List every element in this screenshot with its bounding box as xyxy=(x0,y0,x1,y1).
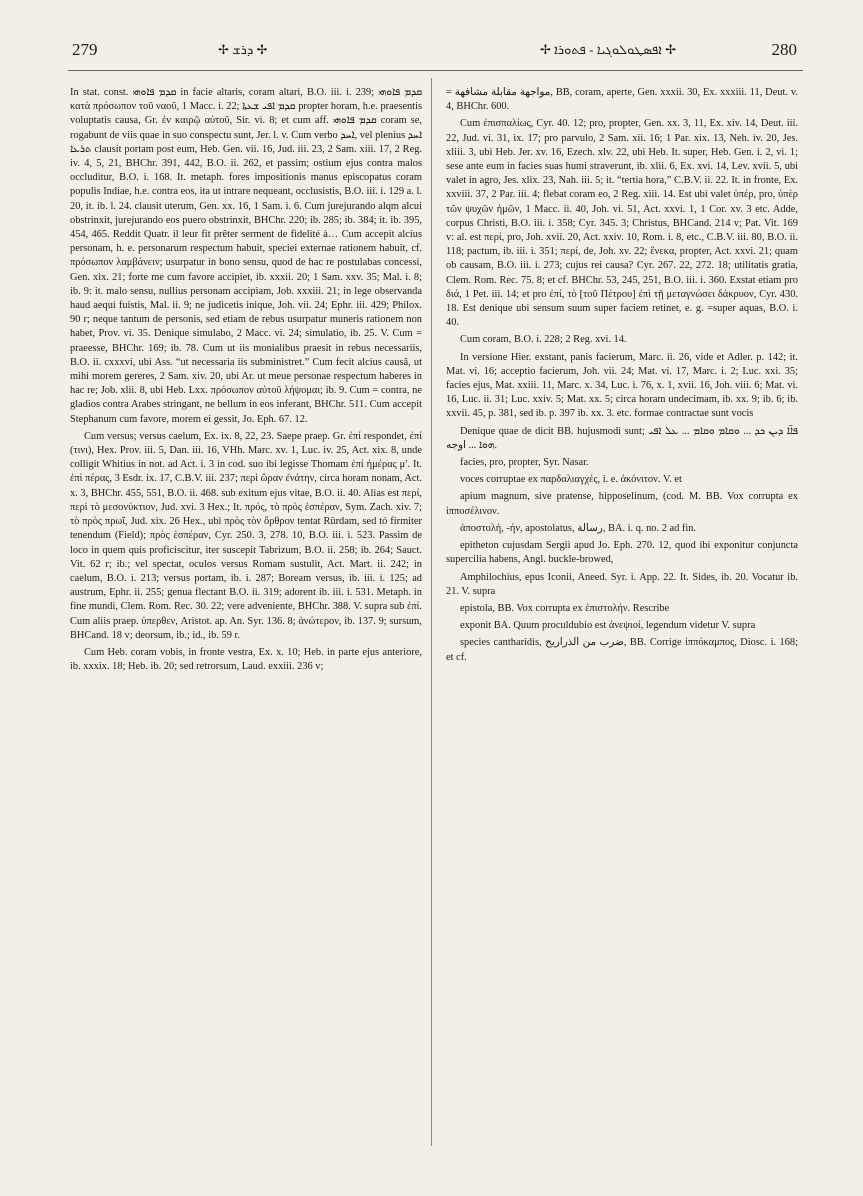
running-head-right: ✢ ܐܦܣܛܘܠܘܓܝܐ - ܦܬܘܪܐ ✢ xyxy=(540,42,676,57)
page-number-left: 279 xyxy=(72,40,98,59)
entry-paragraph: facies, pro, propter, Syr. Nasar. xyxy=(460,457,589,469)
entry-paragraph: In versione Hier. exstant, panis facierum, Marc. ii. 26, vide et Adler. p. 142; it. Mat. vi. 16; acceptio facierum, Joh. vii. 24; Mat. vi. 17, Marc. i. 2; Luc. xxi. 35; facies ejus, Mat. xxiii. 11, Marc. x. 34, Luc. i. 76, x. 1, xvii. 16, Joh. viii. 6; Mat. vi. 16, Luc. ii. 31; Luc. xxiv. 5; Mat. xx. 5; circa horam undecimam, ib. xx. 9; ib. 6; ib. xxvii. 45, p. 381, sed ib. p. 397 ib. xx. 3. etc. formae contractae sunt vocis xyxy=(446,351,798,420)
entry-paragraph: = مواجهة مقابلة مشافهة, BB, coram, aperte, Gen. xxxii. 30, Ex. xxxiii. 11, Deut. v. 4, BHChr. 600. xyxy=(446,87,798,113)
right-column xyxy=(446,86,798,668)
entry-paragraph: epitheton cujusdam Sergii apud Jo. Eph. 270. 12, quod ibi exponitur conjuncta supercilia habens, Angl. buckle-browed, xyxy=(446,540,798,566)
entry-paragraph: species cantharidis, ضرب من الذراريح, BB. Corrige ἱππόκαμπος, Diosc. i. 168; et cf. xyxy=(446,637,798,663)
entry-paragraph: apium magnum, sive pratense, hipposelinum, (cod. M. BB. Vox corrupta ex ἱπποσέλινον. xyxy=(446,491,798,517)
entry-paragraph: voces corruptae ex παρδαλιαγχές, i. e. ἀκόνιτον. V. et xyxy=(460,474,682,486)
entry-paragraph: Cum Heb. coram vobis, in fronte vestra, Ex. x. 10; Heb. in parte ejus anteriore, ib. xxxix. 18; Heb. ib. 20; sed retrorsum, Laud. exxiii. 236 v; xyxy=(70,646,422,673)
page-header xyxy=(0,36,863,66)
entry-paragraph: epistola, BB. Vox corrupta ex ἐπιστολήν. Rescribe xyxy=(460,602,670,614)
entry-paragraph: Amphilochius, epus Iconii, Aneed. Syr. i. App. 22. It. Sides, ib. 20. Vocatur ib. 21. V. supra xyxy=(446,571,798,597)
page-number-right: 280 xyxy=(771,40,797,59)
entry-paragraph: Cum coram, B.O. i. 228; 2 Reg. xvi. 14. xyxy=(460,334,627,346)
left-column xyxy=(70,86,422,677)
running-head-left: ✢ ܕܪܫ ✢ xyxy=(218,42,268,57)
column-divider xyxy=(431,78,432,1146)
entry-paragraph: In stat. const. ܩܕܡ ܦܐܘܗܝ in facie altaris, coram altari, B.O. iii. i. 239; ܩܕܡ ܦܐܘܗܝ κατὰ πρόσωπον τοῦ ναοῦ, 1 Macc. i. 22; ܩܕܡ ܐܦܝ ܫܥܬܐ propter horam, h.e. praesentis voluptatis causa, Gr. ἐν καιρῷ αὐτοῦ, Sir. vi. 8; et cum aff. ܩܕܡ ܦܐܘܗܝ coram se, rogabunt de viis quae in suo conspectu sunt, Jer. l. v. Cum verbo ܐܚܕ, vel plenius ܐܚܕ ܬܪܥܐ clausit portam post eum, Heb. Gen. vii. 16, Jud. iii. 23, 2 Sam. xiii. 17, 2 Reg. iv. 4, 5, 21, BHChr. 391, 442, B.O. ii. 262, et passim; ostium ejus contra malos occluditur, B.O. i. 168. It. metaph. fores impositionis manus episcopatus coram populis Indiae, h.e. contra eos, ita ut intrare nequeant, occlusistis, B.O. iii. i. 129 a. l. 20, it. ib. l. 24. clausit uterum, Gen. xx. 16, 1 Sam. i. 6. Cum jurejurando alqm alcui obstrinxit, jurejurando eos puero obstrinxit, BHChr. 220; ib. 285; ib. 384; it. ib. 395, 454, 465. Reddit Quatr. il leur fit prêter serment de fidelité à… Cum accepit alcius personam, h. e. personarum respectum habuit, speciei externae rationem habuit, cf. πρόσωπον λαμβάνειν; usurpatur in bono sensu, quod de hac re postulabas concessi, Gen. xix. 21; forte me cum favore accipiet, ib. xxxii. 20; 1 Sam. xxv. 35; Mal. i. 8; ib. 9: it. malo sensu, nullius personam accipiam, Job. xxxiii. 21; in lege observanda haud aequi fuistis, Mal. ii. 9; ne judicetis inique, Joh. vii. 24; Ephr. iii. 429; Philox. 90 r; neque tantum de personis, sed etiam de rebus usurpatur muneris rationem non habet, Prov. vi. 35. Denique simulabo, 2 Macc. vi. 24; simulatio, ib. 25. V. Cum = praeesse, BHChr. 169; ib. 78. Cum ut iis monialibus praesit in rebus necessariis, B.O. ii. cxxxvi, ubi Ass. “ut necessaria iis subministret.” Cum fecit alcius causâ, ut mihi morem gereres, 2 Sam. xiv. 20, ubi Ar. ut meue personae respectum haberes in hac re; Job. xlii. 8, ubi Heb. Lxx. πρόσωπον αὐτοῦ λήψομαι; ib. 9. Cum = contra, ne gladios contra Arabes stringant, ne bellum in eos inferant, BHChr. 511. Cum accepit Stephanum cum favore, morem ei gessit, Jo. Eph. 67. 12. xyxy=(70,87,423,425)
header-rule xyxy=(68,70,803,71)
entry-paragraph: Denique quae de dicit BB. hujusmodi sunt; ܦܐ̈ܐ ܕܝܢ ܟܕ ... ܘܩܐܡ ܘܩܐܡ ... ܥܠ ܐܦܝ ܗܘܐ ... اوجه. xyxy=(446,425,798,451)
entry-paragraph: Cum versus; versus caelum, Ex. ix. 8, 22, 23. Saepe praep. Gr. ἐπί respondet, ἐπί (τινι), Hex. Prov. iii. 5, Dan. iii. 16, VHh. Marc. xv. 1, Luc. iv. 25, Act. xix. 8, unde colligit Whitius in not. ad Act. i. 3 in cod. suo ibi legisse Thomam ἐπί ἡμέρας μ′. It. ἐπὶ πέρας, 3 Esdr. ix. 17, C.B.V. iii. 237; περὶ ὥραν ἐνάτην, circa horam nonam, Act. x. 3, BHChr. 455, 551, B.O. ii. 468. sub exitum ejus vitae, B.O. ii. 40. Alias est περί, περὶ τὸ μεσονύκτιον, Jud. xvi. 3 Hex.; It. πρός, τὸ πρὸς ἑσπέραν, Sym. Zach. xiv. 7; τὸ πρὸς πρωΐ, Jud. xix. 26 Hex., ubi πρὸς τὸν ὄρθρον tentat Rürdam, sed tó firmiter tenendum (Field); πρὸς ἑσπέραν, Cyr. 250. 3, 278. 10, B.O. iii. i. 523. Passim de loco in quem quis proficiscitur, iter suscepit Tabrizum, B.O. ii. 258; ib. 264; Sauct. Vit. 62 r; ib.; vel spectat, oculos versus Romam sustulit, Act. Mart. ii. 242; in caelum, B.O. i. 213; versus portam, ib. i. 287; Boream versus, ib. iii. i. 125; ad austrum, Ephr. ii. 255; genua flectant B.O. ii. 319; adorent ib. iii. i. 531. Metaph. in fine mundi, Clem. Rom. Rec. 30. 22; vere adveniente, BHChr. 388. V. supra sub ἐπί. Cum aliis praep. ὑπερθεν, Aristot. ap. An. Syr. 136. 8; ἀνώτερον, ib. 137. 9; sursum, BHCand. 18 v; deorsum, ib.; id., ib. 59 r. xyxy=(70,430,422,641)
entry-paragraph: exponit BA. Quum proculdubio est ἀνεψιοί, legendum videtur V. supra xyxy=(460,620,756,632)
entry-paragraph: ἀποστολή, -ήν, apostolatus, رسالة, BA. i. q. no. 2 ad fin. xyxy=(460,522,697,534)
entry-paragraph: Cum ἐπισπαλίως, Cyr. 40. 12; pro, propter, Gen. xx. 3, 11, Ex. xiv. 14, Deut. iii. 22, Jud. vi. 31, ix. 17; pro parvulo, 2 Sam. xii. 16; 1 Par. xix. 13, Neh. iv. 20, Jes. xliii. 3, ubi Heb. Jer. xv. 16, Ezech. xlv. 22, ubi Heb. It. super, Heb. Gen. i. 2, vi. 1; sese ante eum in facies suas humi straverunt, ib. xlii. 6, Ex. xvi. 14, Lev. xvii. 5, ubi valet in agro, Jes. xlix. 23, Nah. iii. 5; it. “tertia hora,” C.B.V. ii. 22. It. in fronte, Ex. xxviii. 37, 2 Par. iii. 4; flebat coram eo, 2 Reg. xiii. 14. Est ubi valet ὑπέρ, pro, ὑπὲρ τῶν ψυχῶν ἡμῶν, 1 Macc. ii. 40, Joh. vi. 51, Act. xxvi. 1, 1 Cor. xv. 3 etc. Adde, corpus Christi, B.O. iii. i. 358; Cyr. 345. 3; Christus, BHCand. 214 v; Pat. Vit. 169 v: al. est περί, pro, Joh. xvii. 20, Act. xxiv. 10, Rom. i. 8, etc., C.B.V. iii. 80, B.O. ii. 118; pactum, ib. iii. i. 351; περί, de, Joh. xv. 22; ἕνεκα, propter, Act. xxvi. 21; quam ob causam, B.O. iii. i. 273; cujus rei causa? Cyr. 267. 22, 272. 18; utilitatis gratia, Clem. Rom. Rec. 75. 8; et cf. BHChr. 53, 245, 251, B.O. iii. i. 360. Exstat etiam pro διά, 1 Pet. iii. 14; et pro ἐπί, τὸ [τοῦ Πέτρου] ἐπὶ τῇ μεταγνώσει δάκρυον, Cyr. 430. 18. Est denique ubi sensum suum super faciem retinet, e. g. =super aquas, B.O. i. 40. xyxy=(446,118,798,329)
